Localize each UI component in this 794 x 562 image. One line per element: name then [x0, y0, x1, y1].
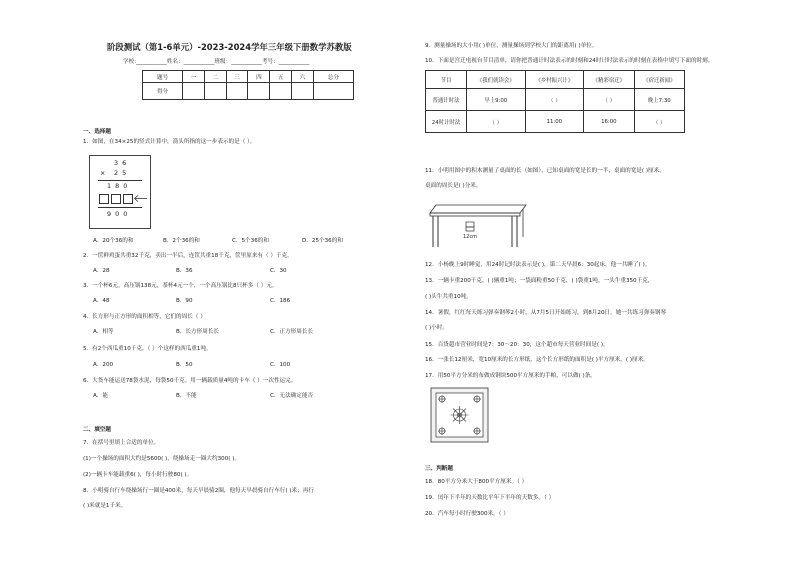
program-cell: （ ） [584, 89, 634, 111]
option: A．28 [93, 268, 110, 274]
option: C．无法确定能否 [270, 393, 314, 399]
program-cell: 11:00 [525, 111, 584, 133]
question-2: 2．一筐鲜鸡蛋共重32千克，卖出一半后，连筐共重18千克，筐里原来有（ ）千克。 [83, 253, 293, 259]
option: C．正方形周长长 [270, 329, 314, 335]
question-8-line-2: ( )米就是1千米。 [83, 503, 127, 509]
student-info-line: 学校:___________姓名：___________班级：___________考号：___________ [123, 59, 310, 65]
tv-program-table [425, 70, 685, 133]
score-cell [248, 83, 270, 100]
score-cell: 四 [248, 71, 270, 83]
score-cell [204, 83, 226, 100]
section-heading-choice: 一、选择题 [83, 129, 111, 135]
calc-line [98, 180, 142, 181]
question-4: 4．长方形与正方形的面积相等，它们的周长（ ） [83, 314, 206, 320]
question-14: 14．暑假，红红每天练习弹奏钢琴2小时，从7月5日开始练习，到8月20日，她一共练习弹奏钢琴 [425, 310, 667, 316]
question-19: 19．闰年下半年的天数比平年下半年的天数多。（ ） [425, 495, 555, 501]
option: C．100 [270, 362, 291, 368]
question-6: 6．大货车能运送78袋水泥，每袋50千克。用一辆载质量4吨的卡车（ ）一次性运完。 [83, 378, 297, 384]
question-17: 17．用50平方分米的布做成钢块500平方厘米的手帕，可以做( )条。 [425, 373, 596, 379]
program-cell: 节目 [426, 71, 467, 89]
program-cell: （ ） [634, 111, 684, 133]
program-cell: 《我们就读会》 [467, 71, 526, 89]
program-cell: （ ） [525, 89, 584, 111]
question-13: 13．一辆卡重200千克，( )辆重1吨；一袋面粉重50千克，( )袋重1吨，一头牛重350千克， [425, 278, 654, 284]
score-cell: 一 [183, 71, 205, 83]
question-14-line-2: ( )小时。 [425, 325, 448, 331]
score-cell: 总分 [313, 71, 353, 83]
question-7: 7．在括号里填上合适的单位。 [83, 440, 160, 446]
question-10: 10．下面是宫迁电视台节目清单，请你把普通计时法表示的时刻和24时计时法表示的时刻在表格中填写下面的时刻。 [425, 58, 714, 64]
program-cell: （ ） [467, 111, 526, 133]
option: C．186 [270, 298, 291, 304]
question-5: 5．有2个西瓜重10千克，（ ）个这样的西瓜重1吨。 [83, 346, 212, 352]
program-cell: 24时计时法 [426, 111, 467, 133]
question-7-part-2: (2)一辆卡车能载重6( )，每小时行驶80( )。 [83, 472, 193, 478]
option: A．能 [93, 393, 109, 399]
program-cell: 16:00 [584, 111, 634, 133]
question-1: 1．如图，在34×25的竖式计算中，箭头所指的这一步表示的是（ ）。 [83, 139, 256, 145]
question-3: 3．一个杯6元，高压锅138元，茶杯4元一个，一个高压锅比8只杯多（ ）元。 [83, 283, 278, 289]
block-length-label: 12cm [463, 234, 477, 240]
score-cell: 题号 [143, 71, 183, 83]
score-cell: 得分 [143, 83, 183, 100]
calc-line [98, 207, 142, 208]
program-cell: 普通计时法 [426, 89, 467, 111]
calc-row-3: 1 8 0 [107, 182, 129, 190]
table-with-blocks-figure [428, 197, 530, 255]
program-cell: 晚上7:30 [634, 89, 684, 111]
option: B．90 [176, 298, 193, 304]
option: A．20个36的和 [93, 238, 134, 244]
question-16: 16．一张长12厘米，宽10厘米的长方形纸，这个长方形纸的面积是( )平方厘米，( )厘米。 [425, 357, 649, 363]
blank-box [99, 194, 109, 204]
program-cell: 《乡村振兴计》 [525, 71, 584, 89]
option: B．2个36的和 [163, 238, 200, 244]
question-15: 15．百货超市营业时间是7：30～20：30，这个超市每天营业时间是( )。 [425, 342, 609, 348]
question-20: 20．汽车每小时行驶300米。（ ） [425, 511, 509, 517]
blank-box [111, 194, 121, 204]
section-heading-judge: 三、判断题 [425, 466, 453, 472]
score-cell [226, 83, 248, 100]
option: A．200 [93, 362, 114, 368]
option: A．相等 [93, 329, 114, 335]
score-cell: 二 [204, 71, 226, 83]
score-cell [292, 83, 314, 100]
score-cell [183, 83, 205, 100]
vertical-multiplication-figure [89, 155, 151, 229]
option: A．48 [93, 298, 110, 304]
option: B．长方形周长长 [176, 329, 219, 335]
option: C．30 [270, 268, 287, 274]
blank-box [123, 194, 133, 204]
score-table [142, 70, 354, 100]
calc-row-1: 3 6 [114, 159, 128, 167]
score-cell [270, 83, 292, 100]
score-cell: 五 [270, 71, 292, 83]
question-11: 11．小明用图中的积木测量了桌面的长（如图），已知桌面的宽是长的一半，桌面的宽是( )厘米， [425, 168, 665, 174]
score-cell: 六 [292, 71, 314, 83]
program-cell: 早上9:00 [467, 89, 526, 111]
question-18: 18．80平方分米大于800平方厘米。（ ） [425, 479, 528, 485]
question-12: 12．小杨晚上9时睡觉，用24时记时法表示是( )，第二天早晨6：30起床，他一共睡了( )。 [425, 262, 651, 268]
question-9: 9．测量操场的大小用( )单位，测量操场到学校大门的距离用( )单位。 [425, 43, 598, 49]
score-cell [313, 83, 353, 100]
page-title: 阶段测试（第1-6单元）-2023-2024学年三年级下册数学苏教版 [107, 42, 352, 52]
program-cell: 《宿迁新闻》 [634, 71, 684, 89]
section-heading-fill: 二、填空题 [83, 427, 111, 433]
option: D．25个36的和 [302, 238, 343, 244]
calc-operator: × [100, 169, 106, 177]
handkerchief-figure [430, 387, 490, 443]
option: C．5个36的和 [232, 238, 269, 244]
option: B．50 [176, 362, 193, 368]
question-7-part-1: (1)一个操场的面积大约是5600( )，绕操场走一圈大约300( )。 [83, 456, 240, 462]
option: B．36 [176, 268, 193, 274]
score-cell: 三 [226, 71, 248, 83]
calc-result: 9 0 0 [107, 210, 129, 218]
question-8: 8．小明骑自行车绕操场行一圈是400米，每天早晨骑2圈，他每天早晨骑自行车行( )米；再行 [83, 488, 314, 494]
question-13-line-2: ( )头牛共重10吨。 [425, 294, 472, 300]
arrow-left-icon [133, 194, 148, 203]
question-11-line-2: 桌面的周长是( )分米。 [425, 183, 482, 189]
option: B．不能 [176, 393, 197, 399]
program-cell: 《精彩宿迁》 [584, 71, 634, 89]
calc-row-2: 2 5 [114, 169, 128, 177]
